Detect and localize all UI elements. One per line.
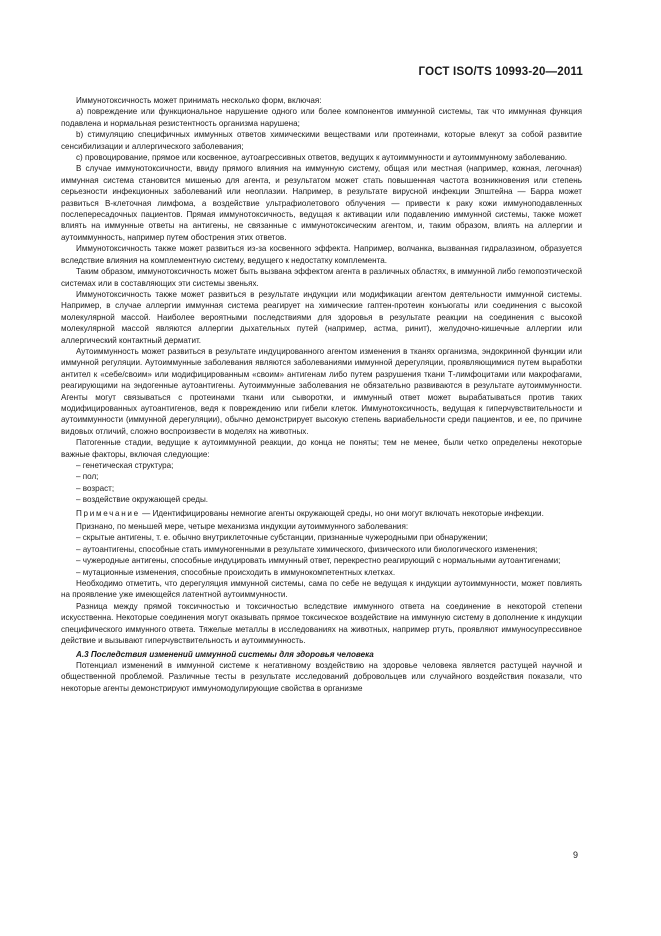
list-item: – аутоантигены, способные стать иммуногенными в результате химического, физического или биологического изменения;: [76, 544, 538, 554]
paragraph: Таким образом, иммунотоксичность может быть вызвана эффектом агента в различных областях, в иммунной либо гемопоэтической системах или в составляющих эти системы звеньях.: [61, 267, 582, 288]
paragraph: Аутоиммунность может развиться в результате индуцированного агентом изменения в тканях организма, эндокринной функции или иммунной регуляции. Аутоиммунные заболевания являются заболеваниями иммунной дерегуляции, проявляющимися путем выработки антител к «себе/своим» или модифицированным «своим» антигенам либо путем разрушения ткани Т-лимфоцитами или макрофагами, реагирующими на эндогенные аутоантигены. Аутоиммунные заболевания не обязательно развиваются в результате аутоиммунности. Агенты могут связываться с протеинами ткани или сыворотки, и иммунный ответ может вырабатываться против таких модифицированных аутоантигенов, ведя к повреждению или гибели клеток. Иммунотоксичность, ведущая к гиперчувствительности и аутоиммунности (иммунной дерегуляции), обычно демонстрирует высокую степень вариабельности среди пациентов, и ее, по причине видовых отличий, сложно воспроизвести в моделях на животных.: [61, 346, 582, 436]
list-item: – скрытые антигены, т. е. обычно внутриклеточные субстанции, признанные чужеродными при обнаружении;: [76, 533, 488, 543]
document-body: [61, 95, 582, 694]
list-item: – генетическая структура;: [76, 461, 174, 470]
list-item: – возраст;: [76, 483, 115, 493]
page-number: 9: [572, 850, 578, 860]
list-item: – воздействие окружающей среды.: [76, 495, 209, 505]
list-item: – чужеродные антигены, способные индуцировать иммунный ответ, перекрестно реагирующий с нормальными аутоантигенами;: [76, 556, 561, 566]
list-item-c: c) провоцирование, прямое или косвенное, аутоагрессивных ответов, ведущих к аутоиммунности и аутоиммунному заболеванию.: [76, 153, 568, 163]
paragraph: Иммунотоксичность также может развиться из-за косвенного эффекта. Например, волчанка, вызванная гидралазином, образуется вследствие влияния на комплементную систему, ведущего к недостатку комплемента.: [61, 244, 582, 265]
section-title: Последствия изменений иммунной системы для здоровья человека: [88, 649, 374, 659]
paragraph: Признано, по меньшей мере, четыре механизма индукции аутоиммунного заболевания:: [76, 522, 409, 532]
list-item-a: a) повреждение или функциональное нарушение одного или более компонентов иммунной системы, так что иммунная функция подавлена и нормальная резистентность организма нарушена;: [61, 107, 582, 128]
list-item: – пол;: [76, 472, 99, 482]
paragraph: В случае иммунотоксичности, ввиду прямого влияния на иммунную систему, общая или местная (например, кожная, легочная) иммунная система становится мишенью для агента, и результатом может стать повышенная частота возникновения или степень серьезности инфекционных заболеваний или неоплазии. Например, в результате вирусной инфекции Эпштейна — Барра может развиться B-клеточная лимфома, а воздействие ультрафиолетового облучения — привести к раку кожи иммуноподавленных послепересадочных пациентов. Прямая иммунотоксичность, ведущая к активации или подавлению иммунной системы, также может влиять на иммунные ответы на антигены, не связанные с иммунотоксическим агентом, и, таким образом, влиять на аллергии и аутоиммунность, например путем обострения этих ответов.: [61, 164, 582, 242]
paragraph: Иммунотоксичность может принимать несколько форм, включая:: [76, 96, 322, 105]
section-number: A.3: [76, 649, 89, 659]
paragraph: Иммунотоксичность также может развиться в результате индукции или модификации агентом деятельности иммунной системы. Например, в случае аллергии иммунная система реагирует на химические гаптен-протеин конъюгаты или соединения с высокой молекулярной массой. Наиболее вероятными последствиями для здоровья в результате реакции на соединения с высокой молекулярной массой являются аллергии дыхательных путей (например, астма, ринит), желудочно-кишечные аллергии или аллергический контактный дерматит.: [61, 289, 582, 345]
list-item-b: b) стимуляцию специфичных иммунных ответов химическими веществами или протеинами, которые влекут за собой развитие сенсибилизации и аллергического заболевания;: [61, 130, 582, 151]
note: [61, 508, 582, 519]
paragraph: Разница между прямой токсичностью и токсичностью вследствие иммунного ответа на соединение в некоторой степени искусственна. Некоторые соединения могут оказывать прямое токсическое воздействие на иммунную систему в дополнение к индукции специфического иммунного ответа. Тяжелые металлы в исследованиях на животных, например ртуть, проявляют иммуносупрессивное действие и вызывают гиперчувствительность и аутоиммунность.: [61, 601, 582, 646]
document-header: ГОСТ ISO/TS 10993-20—2011: [418, 66, 583, 78]
list-item: – мутационные изменения, способные происходить в иммунокомпетентных клетках.: [76, 567, 396, 577]
note-text: — Идентифицированы немногие агенты окружающей среды, но они могут включать некоторые инфекции.: [139, 508, 544, 518]
paragraph: Потенциал изменений в иммунной системе к негативному воздействию на здоровье человека является растущей научной и общественной проблемой. Различные тесты в результате исследований добровольцев или случайного воздействия показали, что некоторые агенты демонстрируют иммуномодулирующие свойства в организме: [61, 660, 582, 693]
paragraph: Патогенные стадии, ведущие к аутоиммунной реакции, до конца не поняты; тем не менее, были четко определены некоторые важные факторы, включая следующие:: [61, 438, 582, 459]
note-label: Примечание: [76, 508, 140, 518]
section-heading: [61, 649, 582, 660]
paragraph: Необходимо отметить, что дерегуляция иммунной системы, сама по себе не ведущая к индукции аутоиммунности, может повлиять на проявление уже имеющейся латентной аутоиммунности.: [61, 579, 582, 600]
